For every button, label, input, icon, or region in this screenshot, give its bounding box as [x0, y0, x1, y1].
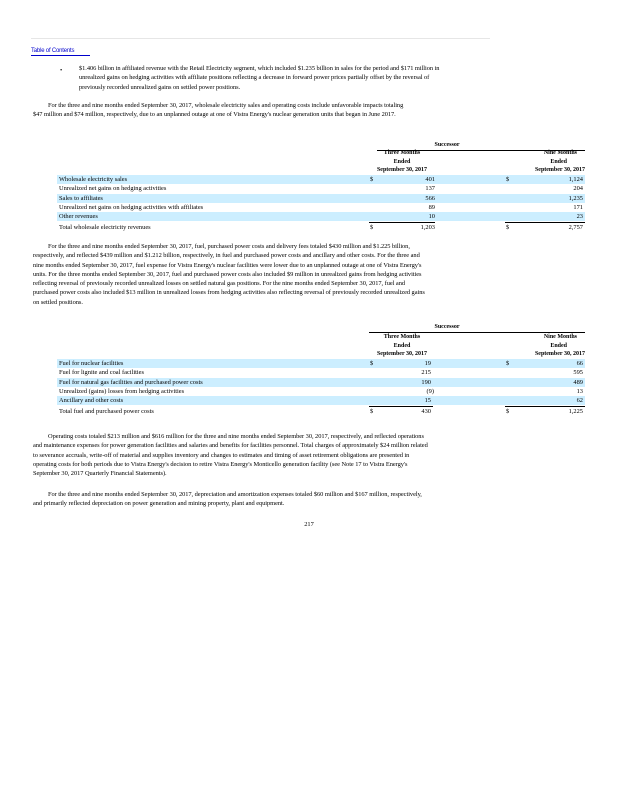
value-three-months: 89 [428, 203, 435, 211]
value-nine-months: 23 [576, 213, 583, 221]
table-row [57, 184, 585, 193]
paragraph-operating-costs [33, 432, 593, 478]
currency-symbol: $ [506, 408, 510, 415]
table-row [57, 212, 585, 221]
header-line: Nine Months [543, 150, 577, 156]
header-line: Ended [550, 342, 567, 349]
value-nine-months: 66 [576, 360, 583, 367]
text-line: September 30, 2017 Quarterly Financial Statements). [33, 470, 167, 478]
text-line: operating costs for both periods due to Vistra Energy's decision to retire Vistra Energy's Monticello generation facility (see Note 17 to Vistra Energy's [33, 460, 408, 468]
text-line: on settled positions. [33, 298, 83, 306]
header-line: Ended [393, 158, 411, 165]
text-line: unrealized gains on hedging activities with affiliate positions reflecting a decrease in forward power prices partially offset by the reversal of [79, 74, 430, 82]
column-header-nine-months [489, 333, 585, 359]
row-label: Unrealized net gains on hedging activities [59, 185, 167, 193]
group-header-successor: Successor [434, 142, 460, 148]
row-label: Unrealized net gains on hedging activities with affiliates [59, 203, 204, 211]
paragraph-fuel-costs [33, 242, 593, 307]
value-three-months: 19 [424, 360, 431, 367]
value-nine-months: 2,757 [568, 224, 583, 231]
table-of-contents-link[interactable]: Table of Contents [31, 48, 90, 56]
table-row [57, 396, 585, 405]
table-row [57, 359, 585, 368]
text-line: Operating costs totaled $213 million and $616 million for the three and nine months ended September 30, 2017, respectively, and reflected operations [48, 433, 424, 440]
currency-symbol: $ [370, 224, 374, 231]
header-line: September 30, 2017 [534, 351, 585, 357]
value-three-months: 401 [425, 176, 435, 183]
value-three-months: 215 [421, 369, 431, 377]
text-line: respectively, and reflected $439 million and $1.212 billion, respectively, in fuel and purchased power costs and ancillary and other costs. For the three and [33, 252, 420, 260]
row-label: Unrealized (gains) losses from hedging activities [59, 387, 185, 395]
row-label: Sales to affiliates [59, 194, 103, 202]
value-nine-months: 171 [573, 203, 583, 211]
page-number: 217 [304, 521, 314, 528]
value-three-months: 566 [425, 194, 435, 202]
value-nine-months: 489 [573, 378, 583, 386]
text-line: units. For the three months ended September 30, 2017, fuel and purchased power costs also included $9 million in unrealized gains from hedging activities [33, 270, 422, 278]
bullet-paragraph [79, 64, 589, 92]
row-label: Fuel for nuclear facilities [59, 360, 124, 367]
value-three-months: 430 [421, 408, 431, 415]
table-row-total [57, 407, 585, 416]
value-nine-months: 204 [573, 185, 583, 193]
currency-symbol: $ [370, 176, 374, 183]
column-header-three-months [369, 149, 435, 175]
group-header-successor: Successor [434, 324, 460, 330]
table-row [57, 378, 585, 387]
value-three-months: 10 [428, 213, 435, 221]
table-row-total [57, 223, 585, 232]
text-line: reflecting reversal of previously recorded unrealized losses on settled natural gas positions. For the nine months ended September 30, 2017, fuel and [33, 280, 405, 288]
text-line: For the three and nine months ended September 30, 2017, fuel, purchased power costs and delivery fees totaled $430 million and $1.225 billion, [48, 243, 410, 250]
value-three-months: 190 [421, 378, 431, 386]
currency-symbol: $ [370, 408, 374, 415]
table-row [57, 175, 585, 184]
value-nine-months: 13 [576, 387, 583, 395]
paragraph-wholesale-outage [33, 101, 593, 120]
value-three-months: 137 [425, 185, 435, 193]
bullet-icon: • [60, 67, 63, 74]
wholesale-revenues-table [57, 140, 585, 250]
text-line: For the three and nine months ended September 30, 2017, depreciation and amortization expenses totaled $60 million and $167 million, respectively, [48, 491, 422, 498]
table-row [57, 368, 585, 377]
text-line: purchased power costs also included $13 million in unrealized losses from hedging activities also reflecting reversal of previously recorded unrealized gains [33, 289, 425, 297]
table-row [57, 203, 585, 212]
value-three-months: 15 [424, 397, 431, 405]
header-line: Three Months [383, 334, 421, 340]
header-line: September 30, 2017 [376, 167, 428, 173]
page-top-rule [31, 38, 490, 39]
text-line: and primarily reflected depreciation on power generation and mining property, plant and equipment. [33, 500, 285, 508]
header-line: Nine Months [543, 334, 577, 340]
row-label: Ancillary and other costs [59, 397, 124, 405]
column-header-nine-months [489, 149, 585, 175]
currency-symbol: $ [506, 360, 510, 367]
header-line: September 30, 2017 [376, 351, 428, 357]
currency-symbol: $ [370, 360, 374, 367]
row-label: Fuel for lignite and coal facilities [59, 369, 145, 377]
text-line: For the three and nine months ended September 30, 2017, wholesale electricity sales and operating costs include unfavorable impacts totaling [48, 102, 404, 109]
row-label: Total fuel and purchased power costs [59, 408, 154, 415]
row-label: Wholesale electricity sales [59, 176, 128, 183]
table-row [57, 387, 585, 396]
header-line: Ended [550, 158, 567, 165]
table-row [57, 194, 585, 203]
currency-symbol: $ [506, 224, 510, 231]
paragraph-depreciation [33, 490, 593, 509]
header-line: September 30, 2017 [534, 167, 585, 173]
header-line: Three Months [383, 150, 421, 156]
text-line: nine months ended September 30, 2017, fuel expense for Vistra Energy's nuclear facilities were lower due to an unplanned outage at one of Vistra Energy's [33, 261, 422, 269]
value-nine-months: 1,124 [568, 176, 583, 183]
text-line: to severance accruals, write-off of material and supplies inventory and changes to estimates and timing of asset retirement obligations are presented in [33, 451, 410, 459]
value-three-months: 1,203 [420, 224, 435, 231]
row-label: Fuel for natural gas facilities and purchased power costs [59, 378, 203, 386]
text-line: $47 million and $74 million, respectively, due to an unplanned outage at one of Vistra Energy's nuclear generation units that began in June 2017. [33, 111, 396, 119]
value-nine-months: 595 [573, 369, 583, 377]
value-nine-months: 1,225 [568, 408, 583, 415]
value-nine-months: 62 [576, 397, 583, 405]
value-three-months: (9) [426, 387, 434, 395]
text-line: $1.406 billion in affiliated revenue with the Retail Electricity segment, which included $1.235 billion in sales for the period and $171 million in [79, 65, 440, 72]
row-label: Other revenues [59, 213, 98, 221]
value-nine-months: 1,235 [568, 194, 583, 202]
header-line: Ended [393, 342, 411, 349]
currency-symbol: $ [506, 176, 510, 183]
column-header-three-months [367, 333, 437, 359]
fuel-purchased-power-table [57, 322, 585, 422]
row-label: Total wholesale electricity revenues [59, 224, 151, 231]
text-line: previously recorded unrealized gains on settled power positions. [79, 83, 241, 91]
text-line: and maintenance expenses for power generation facilities and salaries and benefits for facilities personnel. Total charges of approximately $24 million related [33, 442, 428, 450]
